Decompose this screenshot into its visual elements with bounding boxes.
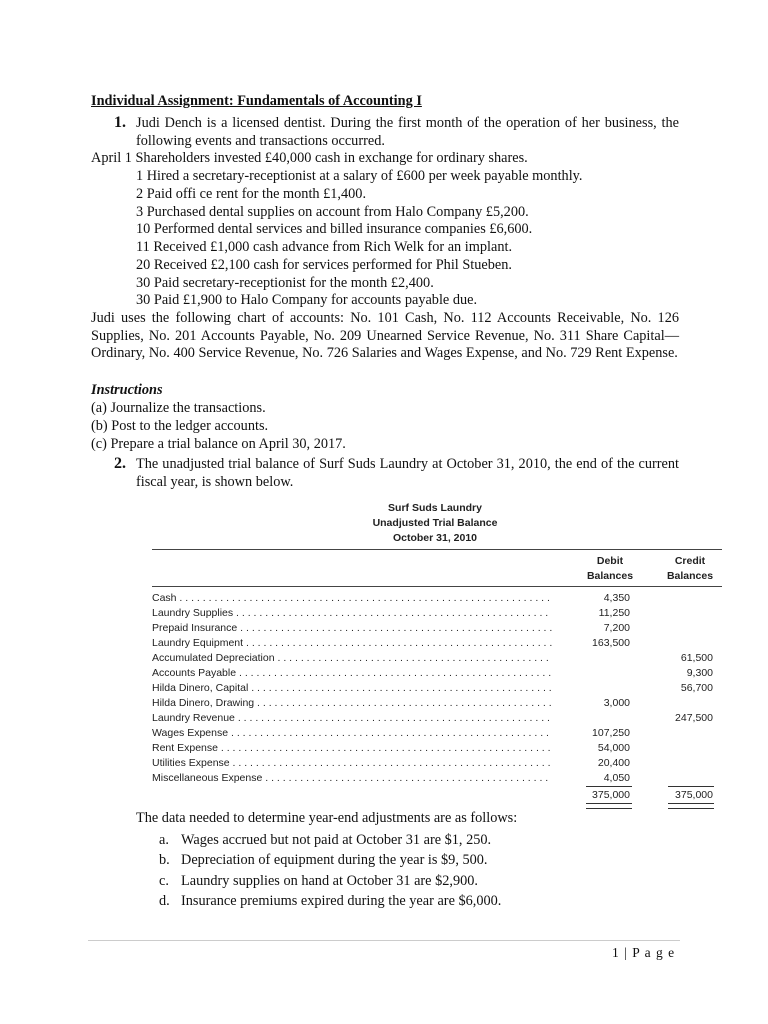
document-title: Individual Assignment: Fundamentals of Accounting I — [91, 93, 422, 109]
footer-rule — [88, 940, 680, 941]
instruction-item: (c) Prepare a trial balance on April 30, 2017. — [91, 436, 346, 452]
account-name: Prepaid Insurance . . . — [152, 621, 552, 636]
table-row — [152, 771, 722, 786]
tb-header-rule — [152, 586, 722, 587]
question-2-number: 2. — [114, 455, 126, 472]
adjustment-text: Wages accrued but not paid at October 31 are $1, 250. — [181, 832, 492, 848]
adjustment-label: a. — [159, 832, 169, 848]
table-row — [152, 741, 722, 756]
account-name: Hilda Dinero, Drawing . . . — [152, 696, 552, 711]
adjustments-intro: The data needed to determine year-end adjustments are as follows: — [136, 810, 518, 826]
credit-subtotal-rule — [668, 786, 714, 787]
debit-value: 107,250 — [592, 727, 630, 739]
account-name: Cash . . . — [152, 591, 552, 606]
account-name: Miscellaneous Expense . . . — [152, 771, 552, 786]
account-name: Accumulated Depreciation . . . — [152, 651, 552, 666]
debit-value: 54,000 — [597, 742, 630, 754]
table-row — [152, 621, 722, 636]
adjustment-text: Insurance premiums expired during the year are $6,000. — [181, 893, 502, 909]
credit-value: 9,300 — [686, 667, 713, 679]
totals-row — [152, 788, 722, 803]
transaction-line: 11 Received £1,000 cash advance from Rich Welk for an implant. — [136, 239, 513, 255]
tb-date: October 31, 2010 — [392, 532, 478, 544]
transaction-line: 1 Hired a secretary-receptionist at a salary of £600 per week payable monthly. — [136, 168, 583, 184]
tb-company-name: Surf Suds Laundry — [388, 502, 482, 514]
adjustment-label: d. — [159, 893, 170, 909]
credit-total: 375,000 — [675, 789, 713, 801]
transaction-line: 3 Purchased dental supplies on account from Halo Company £5,200. — [136, 204, 529, 220]
debit-value: 163,500 — [592, 637, 630, 649]
debit-value: 3,000 — [603, 697, 630, 709]
account-name: Laundry Equipment . . . — [152, 636, 552, 651]
table-row — [152, 711, 722, 726]
debit-total-double-rule — [586, 803, 632, 809]
debit-column-header: Debit Balances — [586, 555, 634, 582]
adjustment-label: b. — [159, 852, 170, 868]
table-row — [152, 606, 722, 621]
transaction-line: 30 Paid secretary-receptionist for the month £2,400. — [136, 275, 434, 291]
debit-subtotal-rule — [586, 786, 632, 787]
account-name: Laundry Revenue . . . — [152, 711, 552, 726]
debit-value: 4,350 — [603, 592, 630, 604]
debit-value: 4,050 — [603, 772, 630, 784]
question-1-intro: Judi Dench is a licensed dentist. During the first month of the operation of her business, the following events and transactions occurred. — [136, 115, 679, 149]
adjustment-label: c. — [159, 873, 169, 889]
page-number: 1 | P a g e — [612, 945, 676, 960]
credit-value: 56,700 — [680, 682, 713, 694]
question-1-number: 1. — [114, 114, 126, 131]
credit-total-double-rule — [668, 803, 714, 809]
table-row — [152, 666, 722, 681]
credit-column-header: Credit Balances — [666, 555, 714, 582]
instruction-item: (b) Post to the ledger accounts. — [91, 418, 269, 434]
account-name: Accounts Payable . . . — [152, 666, 552, 681]
debit-value: 11,250 — [598, 607, 630, 619]
adjustment-text: Depreciation of equipment during the year is $9, 500. — [181, 852, 488, 868]
chart-of-accounts-paragraph: Judi uses the following chart of accounts: No. 101 Cash, No. 112 Accounts Receivable, No. 126 Supplies, No. 201 Accounts Payable, No. 209 Unearned Service Revenue, No. 311 Share Capital—Ordinary, No. 400 Service Revenue, No. 726 Salaries and Wages Expense, and No. 729 Rent Expense. — [91, 310, 679, 362]
account-name: Rent Expense . . . — [152, 741, 552, 756]
table-row — [152, 756, 722, 771]
credit-value: 61,500 — [680, 652, 713, 664]
adjustment-text: Laundry supplies on hand at October 31 are $2,900. — [181, 873, 478, 889]
question-2-intro: The unadjusted trial balance of Surf Suds Laundry at October 31, 2010, the end of the current fiscal year, is shown below. — [136, 456, 679, 490]
transaction-line: 2 Paid offi ce rent for the month £1,400. — [136, 186, 367, 202]
account-name: Laundry Supplies . . . — [152, 606, 552, 621]
table-row — [152, 636, 722, 651]
debit-total: 375,000 — [592, 789, 630, 801]
instructions-heading: Instructions — [91, 382, 163, 398]
transaction-line: April 1 Shareholders invested £40,000 cash in exchange for ordinary shares. — [91, 150, 528, 166]
tb-statement-name: Unadjusted Trial Balance — [372, 517, 498, 529]
instruction-item: (a) Journalize the transactions. — [91, 400, 266, 416]
table-row — [152, 591, 722, 606]
table-row — [152, 696, 722, 711]
account-name: Utilities Expense . . . — [152, 756, 552, 771]
account-name: Wages Expense . . . — [152, 726, 552, 741]
table-row — [152, 726, 722, 741]
tb-top-rule — [152, 549, 722, 550]
credit-value: 247,500 — [675, 712, 713, 724]
table-row — [152, 681, 722, 696]
transaction-line: 20 Received £2,100 cash for services performed for Phil Stueben. — [136, 257, 512, 273]
debit-value: 7,200 — [603, 622, 630, 634]
table-row — [152, 651, 722, 666]
transaction-line: 10 Performed dental services and billed insurance companies £6,600. — [136, 221, 533, 237]
account-name: Hilda Dinero, Capital . . . — [152, 681, 552, 696]
debit-value: 20,400 — [597, 757, 630, 769]
transaction-line: 30 Paid £1,900 to Halo Company for accounts payable due. — [136, 292, 478, 308]
